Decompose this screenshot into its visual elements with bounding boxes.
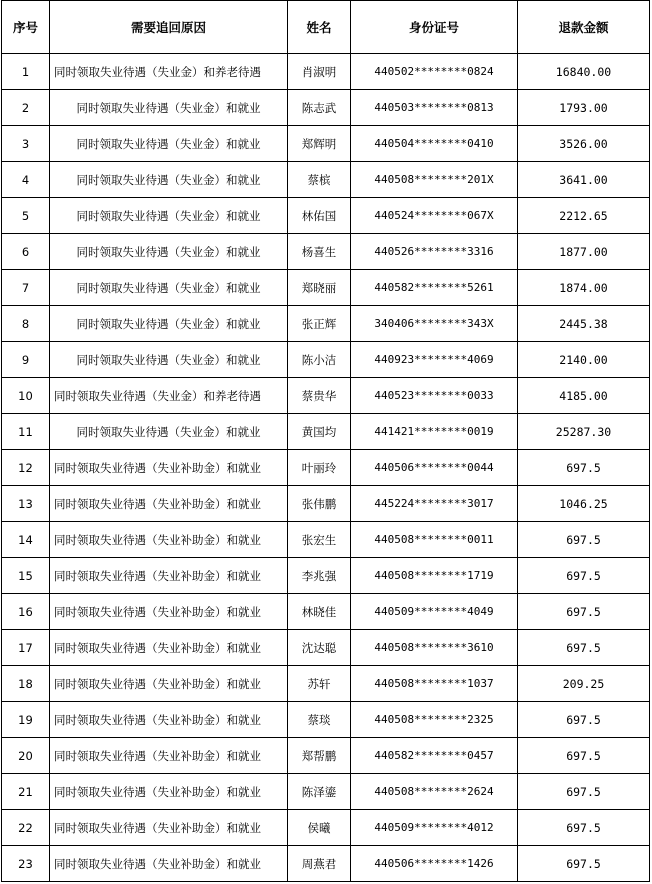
row-recovery-reason: 同时领取失业待遇（失业补助金）和就业 [50,774,288,810]
row-name: 肖淑明 [288,54,351,90]
row-name: 黄国均 [288,414,351,450]
row-refund-amount: 697.5 [518,810,650,846]
row-name: 叶丽玲 [288,450,351,486]
row-refund-amount: 697.5 [518,594,650,630]
row-name: 陈泽鎏 [288,774,351,810]
row-id-number: 440923********4069 [351,342,518,378]
row-id-number: 440506********1426 [351,846,518,882]
row-serial-number: 19 [2,702,50,738]
table-row [2,306,650,342]
row-serial-number: 17 [2,630,50,666]
header-serial-number: 序号 [2,1,50,54]
row-name: 周燕君 [288,846,351,882]
table-row [2,846,650,882]
row-id-number: 440509********4049 [351,594,518,630]
row-refund-amount: 697.5 [518,846,650,882]
row-recovery-reason: 同时领取失业待遇（失业补助金）和就业 [50,450,288,486]
row-recovery-reason: 同时领取失业待遇（失业补助金）和就业 [50,846,288,882]
row-id-number: 440508********2624 [351,774,518,810]
row-serial-number: 22 [2,810,50,846]
table-row [2,378,650,414]
row-name: 张伟鹏 [288,486,351,522]
row-id-number: 440508********0011 [351,522,518,558]
row-name: 蔡贵华 [288,378,351,414]
header-recovery-reason: 需要追回原因 [50,1,288,54]
row-id-number: 440506********0044 [351,450,518,486]
row-serial-number: 6 [2,234,50,270]
row-id-number: 440502********0824 [351,54,518,90]
row-refund-amount: 697.5 [518,774,650,810]
row-recovery-reason: 同时领取失业待遇（失业金）和养老待遇 [50,54,288,90]
row-refund-amount: 697.5 [518,522,650,558]
row-id-number: 440523********0033 [351,378,518,414]
row-serial-number: 9 [2,342,50,378]
row-recovery-reason: 同时领取失业待遇（失业补助金）和就业 [50,558,288,594]
row-recovery-reason: 同时领取失业待遇（失业补助金）和就业 [50,810,288,846]
row-name: 李兆强 [288,558,351,594]
table-row [2,450,650,486]
table-row [2,234,650,270]
table-row [2,342,650,378]
row-id-number: 440503********0813 [351,90,518,126]
row-name: 陈小洁 [288,342,351,378]
row-serial-number: 13 [2,486,50,522]
row-name: 杨喜生 [288,234,351,270]
table-row [2,486,650,522]
row-serial-number: 21 [2,774,50,810]
row-recovery-reason: 同时领取失业待遇（失业金）和就业 [50,270,288,306]
row-name: 苏轩 [288,666,351,702]
row-name: 张宏生 [288,522,351,558]
table-row [2,522,650,558]
row-refund-amount: 1046.25 [518,486,650,522]
table-row [2,90,650,126]
row-name: 郑晓丽 [288,270,351,306]
row-refund-amount: 697.5 [518,630,650,666]
table-row [2,558,650,594]
row-id-number: 440508********1719 [351,558,518,594]
row-recovery-reason: 同时领取失业待遇（失业金）和就业 [50,342,288,378]
row-refund-amount: 697.5 [518,738,650,774]
row-refund-amount: 2140.00 [518,342,650,378]
row-name: 陈志武 [288,90,351,126]
table-row [2,162,650,198]
row-refund-amount: 25287.30 [518,414,650,450]
table-header-row [2,1,650,54]
row-refund-amount: 16840.00 [518,54,650,90]
row-refund-amount: 2445.38 [518,306,650,342]
row-id-number: 440508********1037 [351,666,518,702]
row-id-number: 440582********0457 [351,738,518,774]
table-row [2,270,650,306]
row-refund-amount: 1877.00 [518,234,650,270]
table-row [2,126,650,162]
row-recovery-reason: 同时领取失业待遇（失业补助金）和就业 [50,630,288,666]
row-recovery-reason: 同时领取失业待遇（失业补助金）和就业 [50,594,288,630]
row-serial-number: 11 [2,414,50,450]
row-recovery-reason: 同时领取失业待遇（失业金）和养老待遇 [50,378,288,414]
row-recovery-reason: 同时领取失业待遇（失业金）和就业 [50,198,288,234]
table-row [2,594,650,630]
row-serial-number: 7 [2,270,50,306]
row-recovery-reason: 同时领取失业待遇（失业补助金）和就业 [50,702,288,738]
row-id-number: 440524********067X [351,198,518,234]
row-refund-amount: 3641.00 [518,162,650,198]
row-name: 林佑国 [288,198,351,234]
row-recovery-reason: 同时领取失业待遇（失业金）和就业 [50,306,288,342]
row-recovery-reason: 同时领取失业待遇（失业补助金）和就业 [50,486,288,522]
row-id-number: 440508********2325 [351,702,518,738]
table-row [2,198,650,234]
row-name: 蔡槟 [288,162,351,198]
table-row [2,630,650,666]
row-recovery-reason: 同时领取失业待遇（失业补助金）和就业 [50,666,288,702]
row-recovery-reason: 同时领取失业待遇（失业金）和就业 [50,90,288,126]
row-refund-amount: 697.5 [518,450,650,486]
header-id-number: 身份证号 [351,1,518,54]
row-recovery-reason: 同时领取失业待遇（失业金）和就业 [50,162,288,198]
row-id-number: 440504********0410 [351,126,518,162]
table-row [2,774,650,810]
header-refund-amount: 退款金额 [518,1,650,54]
row-refund-amount: 1874.00 [518,270,650,306]
row-serial-number: 15 [2,558,50,594]
row-id-number: 440508********3610 [351,630,518,666]
row-recovery-reason: 同时领取失业待遇（失业补助金）和就业 [50,738,288,774]
row-recovery-reason: 同时领取失业待遇（失业补助金）和就业 [50,522,288,558]
row-refund-amount: 209.25 [518,666,650,702]
row-refund-amount: 4185.00 [518,378,650,414]
row-serial-number: 3 [2,126,50,162]
row-id-number: 440508********201X [351,162,518,198]
table-row [2,702,650,738]
table-body [2,54,650,882]
row-serial-number: 14 [2,522,50,558]
row-refund-amount: 2212.65 [518,198,650,234]
table-row [2,54,650,90]
row-serial-number: 10 [2,378,50,414]
row-name: 林晓佳 [288,594,351,630]
row-serial-number: 1 [2,54,50,90]
row-name: 张正辉 [288,306,351,342]
row-serial-number: 5 [2,198,50,234]
row-recovery-reason: 同时领取失业待遇（失业金）和就业 [50,414,288,450]
row-serial-number: 4 [2,162,50,198]
table-row [2,666,650,702]
row-serial-number: 2 [2,90,50,126]
table-row [2,738,650,774]
row-refund-amount: 697.5 [518,558,650,594]
row-recovery-reason: 同时领取失业待遇（失业金）和就业 [50,126,288,162]
table-row [2,414,650,450]
row-name: 侯曦 [288,810,351,846]
row-name: 蔡琰 [288,702,351,738]
row-id-number: 440509********4012 [351,810,518,846]
row-id-number: 441421********0019 [351,414,518,450]
row-serial-number: 20 [2,738,50,774]
header-name: 姓名 [288,1,351,54]
row-id-number: 445224********3017 [351,486,518,522]
row-serial-number: 8 [2,306,50,342]
row-id-number: 340406********343X [351,306,518,342]
refund-table [1,0,650,882]
row-name: 郑帮鹏 [288,738,351,774]
row-id-number: 440526********3316 [351,234,518,270]
row-name: 郑辉明 [288,126,351,162]
row-refund-amount: 3526.00 [518,126,650,162]
row-serial-number: 23 [2,846,50,882]
row-recovery-reason: 同时领取失业待遇（失业金）和就业 [50,234,288,270]
row-serial-number: 12 [2,450,50,486]
row-id-number: 440582********5261 [351,270,518,306]
row-refund-amount: 697.5 [518,702,650,738]
table-row [2,810,650,846]
row-serial-number: 16 [2,594,50,630]
row-name: 沈达聪 [288,630,351,666]
row-serial-number: 18 [2,666,50,702]
row-refund-amount: 1793.00 [518,90,650,126]
